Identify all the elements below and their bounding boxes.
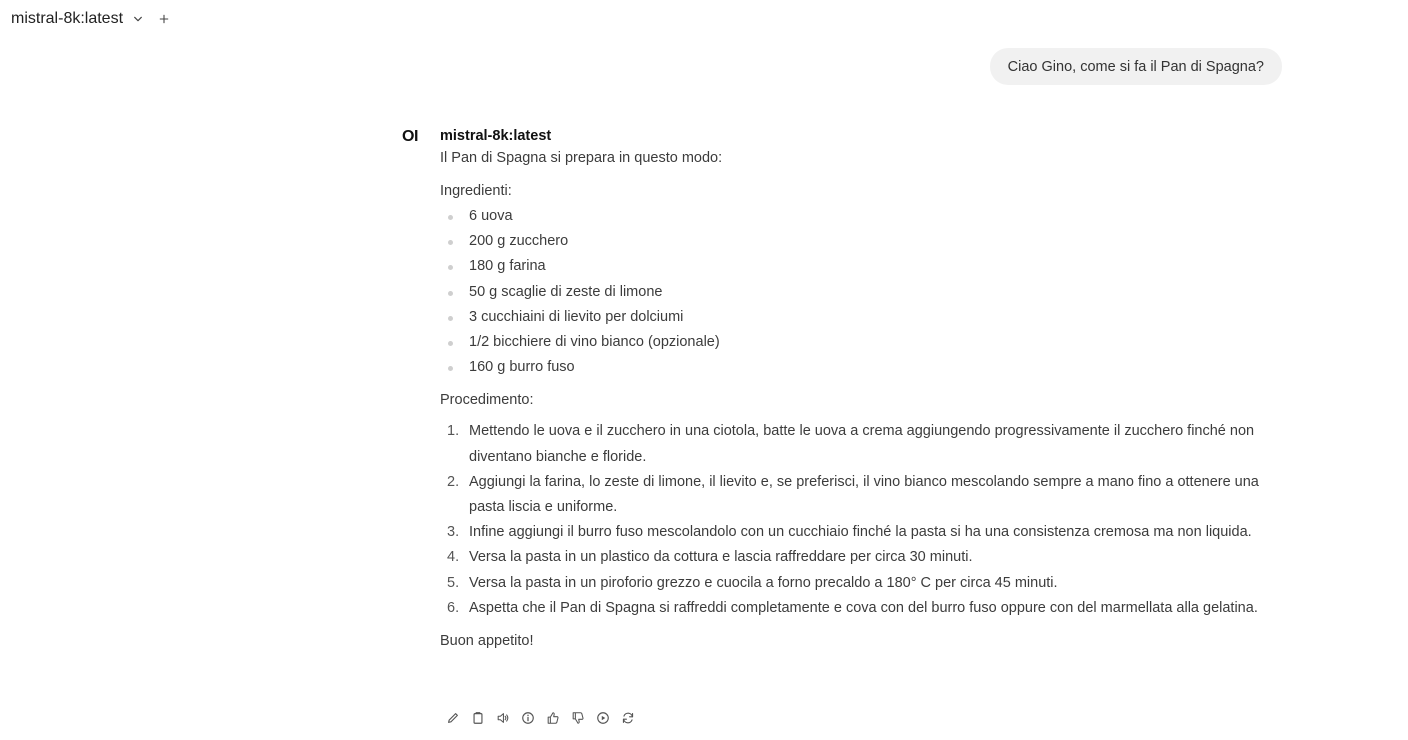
step-text: Versa la pasta in un piroforio grezzo e cuocila a forno precaldo a 180° C per circa 45 minuti. xyxy=(469,574,1058,591)
assistant-avatar: OI xyxy=(402,128,418,145)
step-number: 2. xyxy=(447,473,460,490)
step-text: Mettendo le uova e il zucchero in una ciotola, batte le uova a crema aggiungendo progressivamente il zucchero finché non diventano bianche e floride. xyxy=(469,423,1255,465)
assistant-sender-name: mistral-8k:latest xyxy=(440,128,552,144)
step-number: 5. xyxy=(447,574,460,591)
copy-icon[interactable] xyxy=(470,710,485,725)
edit-icon[interactable] xyxy=(445,710,460,725)
procedure-title: Procedimento: xyxy=(440,392,534,409)
list-item xyxy=(440,520,1285,545)
ingredients-list xyxy=(440,204,1285,380)
list-item: 180 g farina xyxy=(440,254,1285,279)
step-text: Aggiungi la farina, lo zeste di limone, il lievito e, se preferisci, il vino bianco mescolando sempre a mano fino a ottenere una pasta liscia e uniforme. xyxy=(469,473,1259,516)
speaker-icon[interactable] xyxy=(495,710,510,725)
list-item: 3 cucchiaini di lievito per dolciumi xyxy=(440,305,1285,330)
step-number: 1. xyxy=(447,423,460,440)
user-message-text: Ciao Gino, come si fa il Pan di Spagna? xyxy=(1007,58,1264,75)
list-item: 6 uova xyxy=(440,204,1285,229)
list-item: 1/2 bicchiere di vino bianco (opzionale) xyxy=(440,330,1285,355)
closing-text: Buon appetito! xyxy=(440,633,534,650)
chevron-down-icon[interactable] xyxy=(131,12,145,26)
list-item xyxy=(440,470,1285,520)
thumbs-down-icon[interactable] xyxy=(570,710,585,725)
plus-icon[interactable] xyxy=(157,12,171,26)
ingredients-title: Ingredienti: xyxy=(440,183,512,199)
list-item: 50 g scaglie di zeste di limone xyxy=(440,280,1285,305)
step-number: 3. xyxy=(447,524,460,541)
step-text: Aspetta che il Pan di Spagna si raffreddi completamente e cova con del burro fuso oppure con del marmellata alla gelatina. xyxy=(469,599,1258,616)
list-item xyxy=(440,545,1285,570)
list-item xyxy=(440,596,1285,621)
intro-text: Il Pan di Spagna si prepara in questo modo: xyxy=(440,150,723,166)
list-item xyxy=(440,419,1285,469)
steps-list xyxy=(440,419,1285,621)
regenerate-icon[interactable] xyxy=(620,710,635,725)
list-item xyxy=(440,571,1285,596)
list-item: 160 g burro fuso xyxy=(440,355,1285,380)
model-selector[interactable] xyxy=(11,8,171,30)
step-number: 6. xyxy=(447,599,460,616)
assistant-message xyxy=(440,126,1285,654)
user-message-bubble xyxy=(990,48,1282,85)
step-text: Versa la pasta in un plastico da cottura e lascia raffreddare per circa 30 minuti. xyxy=(469,549,973,566)
thumbs-up-icon[interactable] xyxy=(545,710,560,725)
list-item: 200 g zucchero xyxy=(440,229,1285,254)
play-icon[interactable] xyxy=(595,710,610,725)
step-text: Infine aggiungi il burro fuso mescolandolo con un cucchiaio finché la pasta si ha una consistenza cremosa ma non liquida. xyxy=(469,524,1252,541)
model-title[interactable]: mistral-8k:latest xyxy=(11,10,124,27)
step-number: 4. xyxy=(447,549,460,566)
info-icon[interactable] xyxy=(520,710,535,725)
message-actions xyxy=(445,710,635,725)
